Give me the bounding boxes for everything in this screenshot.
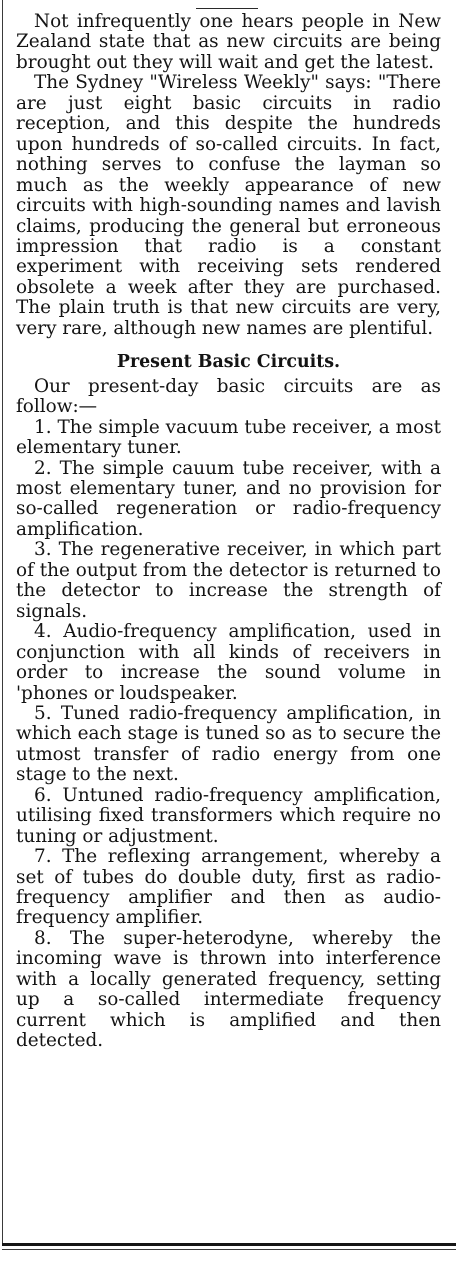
circuit-item-7: 7. The reflexing arrangement, whereby a set of tubes do double duty, first as radio-frequency amplifier and then as audio-frequency amplifier. — [16, 846, 441, 929]
section-intro: Our present-day basic circuits are as follow:— — [16, 375, 441, 418]
circuit-item-3: 3. The regenerative receiver, in which part of the output from the detector is returned to the detector to increase the strength of signals. — [16, 539, 441, 622]
circuit-item-1: 1. The simple vacuum tube receiver, a most elementary tuner. — [16, 416, 441, 459]
intro-paragraph: Not infrequently one hears people in New Zealand state that as new circuits are being brought out they will wait and get the latest. — [16, 11, 441, 73]
section-heading: Present Basic Circuits. — [116, 352, 341, 373]
article-column — [16, 12, 441, 1052]
circuit-item-6: 6. Untuned radio-frequency amplification, utilising fixed transformers which require no tuning or adjustment. — [16, 784, 441, 847]
circuit-item-4: 4. Audio-frequency amplification, used in conjunction with all kinds of receivers in order to increase the sound volume in 'phones or loudspeaker. — [16, 621, 441, 704]
top-divider-rule — [196, 8, 258, 9]
bottom-thick-rule — [2, 1243, 456, 1246]
bottom-thin-rule — [2, 1249, 456, 1250]
circuit-item-5: 5. Tuned radio-frequency amplification, in which each stage is tuned so as to secure the utmost transfer of radio energy from one stage to the next. — [16, 702, 441, 786]
circuit-item-2: 2. The simple cauum tube receiver, with a most elementary tuner, and no provision for so-called regeneration or radio-frequency amplification. — [16, 457, 441, 540]
quote-paragraph: The Sydney "Wireless Weekly" says: "There are just eight basic circuits in radio reception, and this despite the hundreds upon hundreds of so-called circuits. In fact, nothing serves to confuse the layman so much as the weekly appearance of new circuits with high-sounding names and lavish claims, producing the general but erroneous impression that radio is a constant experiment with receiving sets rendered obsolete a week after they are purchased. The plain truth is that new circuits are very, very rare, although new names are plentiful. — [16, 72, 441, 339]
circuit-item-8: 8. The super-heterodyne, whereby the incoming wave is thrown into interference with a locally generated frequency, setting up a so-called intermediate frequency current which is amplified and then detected. — [16, 927, 441, 1052]
column-left-rule — [2, 0, 3, 1243]
